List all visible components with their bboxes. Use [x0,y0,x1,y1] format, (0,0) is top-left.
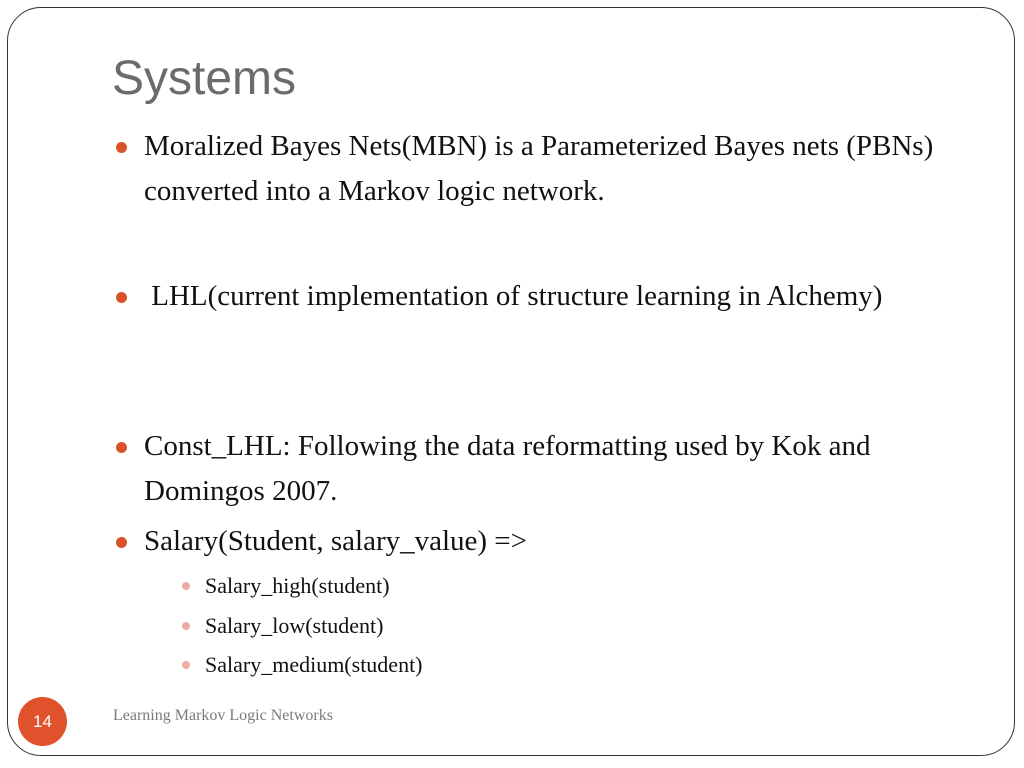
sub-bullet-text: Salary_medium(student) [205,652,423,677]
bullet-dot-icon [116,292,127,303]
sub-bullet-dot-icon [182,661,190,669]
sub-bullet-item [205,650,905,680]
sub-bullet-item [205,611,905,641]
bullet-item [144,274,934,319]
sub-bullet-text: Salary_high(student) [205,573,390,598]
bullet-text: Const_LHL: Following the data reformatting used by Kok and Domingos 2007. [144,430,871,507]
bullet-dot-icon [116,442,127,453]
slide-title: Systems [112,52,297,105]
page-number-badge: 14 [18,697,67,746]
sub-bullet-dot-icon [182,622,190,630]
footer-text: Learning Markov Logic Networks [113,707,333,724]
bullet-text: Salary(Student, salary_value) => [144,525,528,557]
bullet-item [144,519,934,564]
sub-bullet-item [205,571,905,601]
bullet-text: Moralized Bayes Nets(MBN) is a Parameterized Bayes nets (PBNs) converted into a Markov logic network. [144,130,934,207]
sub-bullet-text: Salary_low(student) [205,613,384,638]
bullet-dot-icon [116,537,127,548]
bullet-dot-icon [116,142,127,153]
sub-bullet-dot-icon [182,582,190,590]
bullet-item [144,424,934,514]
bullet-item [144,124,934,214]
bullet-text: LHL(current implementation of structure learning in Alchemy) [144,280,883,312]
